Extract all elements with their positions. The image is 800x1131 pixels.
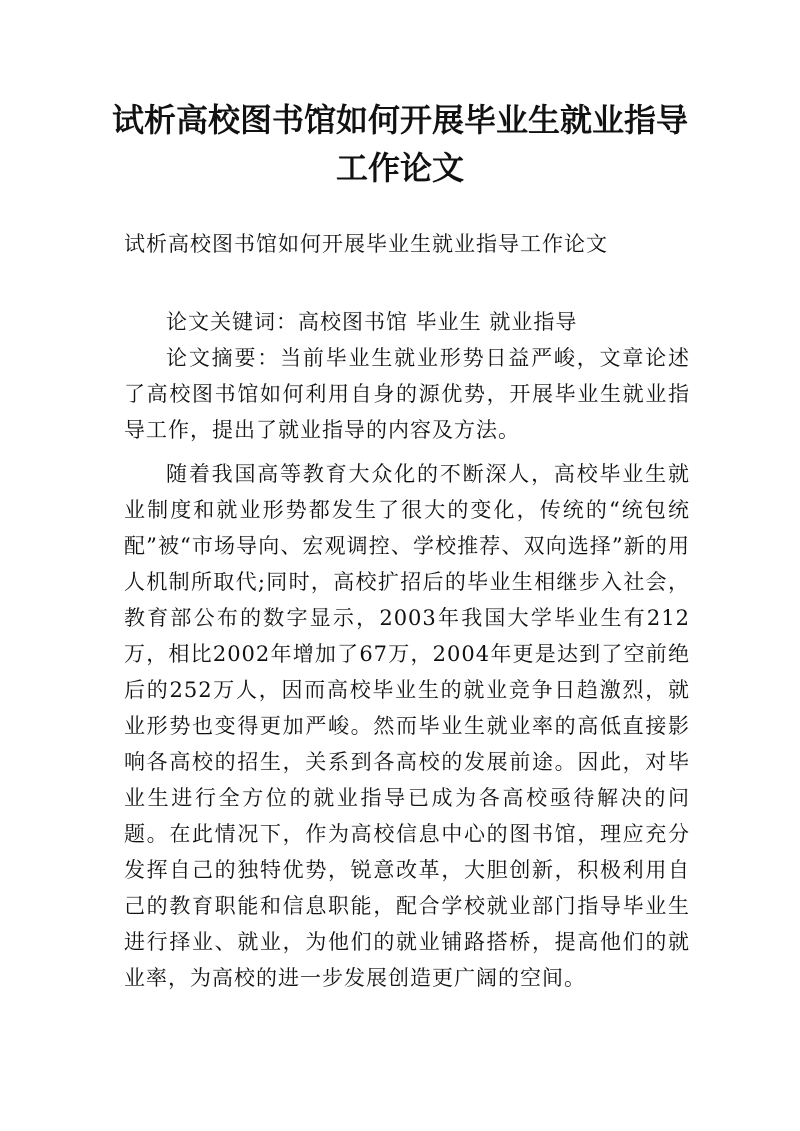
document-title-line-2: 工作论文 bbox=[335, 149, 464, 187]
document-title-line-1: 试析高校图书馆如何开展毕业生就业指导 bbox=[111, 101, 688, 139]
keywords-line: 论文关键词：高校图书馆 毕业生 就业指导 bbox=[166, 310, 578, 334]
body-paragraph: 随着我国高等教育大众化的不断深人，高校毕业生就业制度和就业形势都发生了很大的变化，传统的“统包统配”被“市场导向、宏观调控、学校推荐、双向选择”新的用人机制所取代;同时，高校扩招后的毕业生相继步入社会，教育部公布的数字显示，2003年我国大学毕业生有212万，相比2002年增加了67万，2004年更是达到了空前绝后的252万人，因而高校毕业生的就业竞争日趋激烈，就业形势也变得更加严峻。然而毕业生就业率的高低直接影响各高校的招生，关系到各高校的发展前途。因此，对毕业生进行全方位的就业指导已成为各高校亟待解决的问题。在此情况下，作为高校信息中心的图书馆，理应充分发挥自己的独特优势，锐意改革，大胆创新，积极利用自己的教育职能和信息职能，配合学校就业部门指导毕业生进行择业、就业，为他们的就业铺路搭桥，提高他们的就业率，为高校的进一步发展创造更广阔的空间。 bbox=[124, 462, 690, 990]
abstract-paragraph: 论文摘要：当前毕业生就业形势日益严峻，文章论述了高校图书馆如何利用自身的源优势，开展毕业生就业指导工作，提出了就业指导的内容及方法。 bbox=[124, 346, 690, 442]
document-subtitle: 试析高校图书馆如何开展毕业生就业指导工作论文 bbox=[124, 232, 608, 256]
document-title bbox=[90, 96, 710, 192]
